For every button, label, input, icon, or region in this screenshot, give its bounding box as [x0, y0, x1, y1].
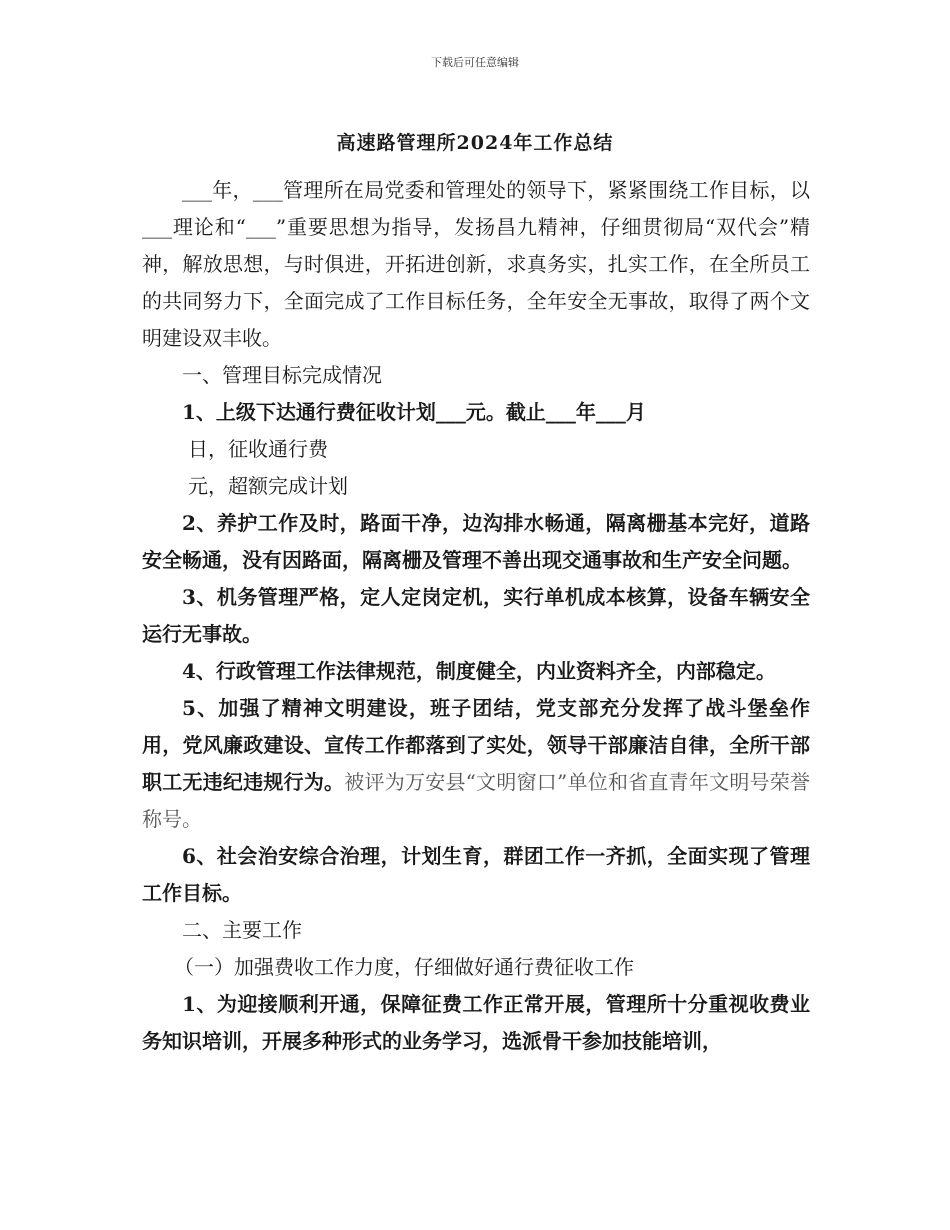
- item-6: 6、社会治安综合治理，计划生育，群团工作一齐抓，全面实现了管理工作目标。: [142, 844, 810, 905]
- item-5-bold-text: 5、加强了精神文明建设，班子团结，党支部充分发挥了战斗堡垒作用，党风廉政建设、宣传工作都落到了实处，领导干部廉洁自律，全所干部职工无违纪违规行为。: [142, 696, 810, 794]
- item-3: 3、机务管理严格，定人定岗定机，实行单机成本核算，设备车辆安全运行无事故。: [142, 585, 810, 646]
- document-body: [142, 172, 810, 1060]
- page-title: 高速路管理所2024年工作总结: [336, 132, 614, 154]
- download-note: 下载后可任意编辑: [431, 56, 519, 69]
- item-4: 4、行政管理工作法律规范，制度健全，内业资料齐全，内部稳定。: [182, 659, 776, 683]
- item-1-line-2: 日，征收通行费: [188, 437, 328, 461]
- section-heading-2: 二、主要工作: [182, 918, 302, 942]
- subsection-1-item-1: 1、为迎接顺利开通，保障征费工作正常开展，管理所十分重视收费业务知识培训，开展多种形式的业务学习，选派骨干参加技能培训，: [142, 992, 810, 1053]
- item-5: [142, 690, 810, 838]
- item-5-normal-text: 被评为万安县“文明窗口”单位和省直青年文明号荣誉称号。: [142, 770, 811, 831]
- item-1-line-3: 元，超额完成计划: [188, 474, 348, 498]
- item-2: 2、养护工作及时，路面干净，边沟排水畅通，隔离栅基本完好，道路安全畅通，没有因路面，隔离栅及管理不善出现交通事故和生产安全问题。: [142, 511, 810, 572]
- subsection-heading-1: （一）加强费收工作力度，仔细做好通行费征收工作: [174, 955, 634, 979]
- item-1: 1、上级下达通行费征收计划___元。截止___年___月: [182, 400, 646, 424]
- section-heading-1: 一、管理目标完成情况: [182, 363, 382, 387]
- intro-paragraph: ___年，___管理所在局党委和管理处的领导下，紧紧围绕工作目标，以___理论和“___”重要思想为指导，发扬昌九精神，仔细贯彻局“双代会”精神，解放思想，与时俱进，开拓进创新，求真务实，扎实工作，在全所员工的共同努力下，全面完成了工作目标任务，全年安全无事故，取得了两个文明建设双丰收。: [142, 178, 810, 350]
